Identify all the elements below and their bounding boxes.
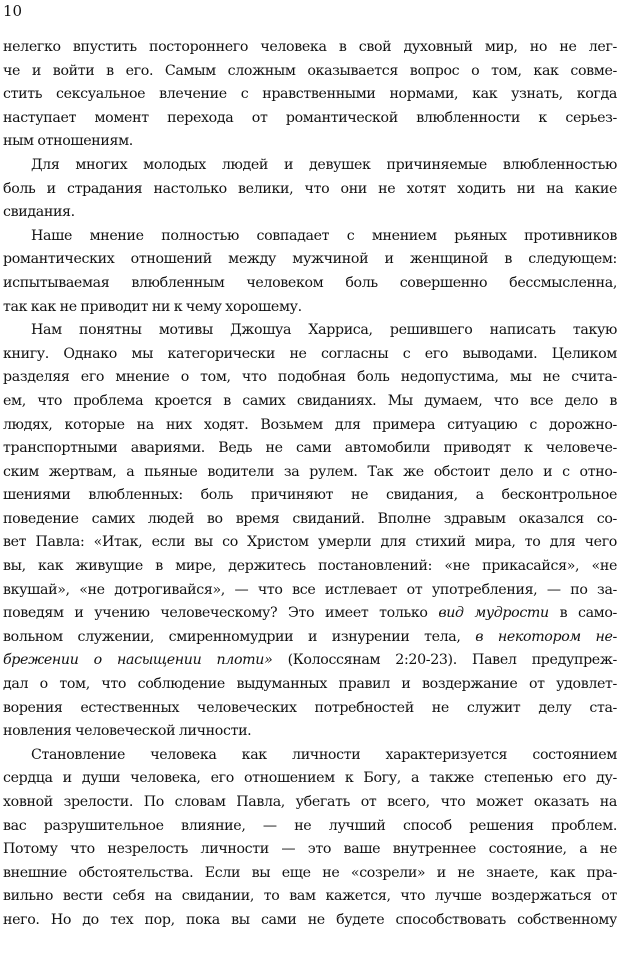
text-line: ворения естественных человеческих потребностей не служит делу ста-: [3, 699, 617, 716]
text-line: Для многих молодых людей и девушек причиняемые влюбленностью: [31, 156, 617, 173]
italic-quote: вид мудрости: [438, 605, 549, 622]
text-line: вы, как живущие в мире, держитесь постановлений: «не прикасайся», «не: [3, 558, 617, 575]
paragraph: [3, 225, 617, 319]
text-line: сердца и души человека, его отношением к Богу, а также степенью его ду-: [3, 770, 617, 787]
text-line: ем, что проблема кроется в самих свиданиях. Мы думаем, что все дело в: [3, 392, 617, 409]
paragraph: [3, 36, 617, 154]
text-line: вет Павла: «Итак, если вы со Христом умерли для стихий мира, то для чего: [3, 534, 617, 551]
text-line: испытываемая влюбленным человеком боль совершенно бессмысленна,: [3, 274, 617, 291]
italic-quote: брежении о насыщении плоти»: [3, 652, 273, 669]
text-line: людях, которые на них ходят. Возьмем для примера ситуацию с дорожно-: [3, 416, 617, 433]
text-line: вкушай», «не дотрогивайся», — что все истлевает от употребления, — по за-: [3, 581, 617, 598]
text-line: стить сексуальное влечение с нравственными нормами, как узнать, когда: [3, 86, 617, 103]
text-line: Потому что незрелость личности — это ваше внутреннее состояние, а не: [3, 841, 617, 858]
text-line: него. Но до тех пор, пока вы сами не будете способствовать собственному: [3, 911, 617, 928]
text-line: внешние обстоятельства. Если вы еще не «созрели» и не знаете, как пра-: [3, 864, 617, 881]
text-line: нелегко впустить постороннего человека в свой духовный мир, но не лег-: [3, 39, 617, 55]
text-line: свидания.: [3, 204, 75, 221]
text-line: транспортными авариями. Ведь не сами автомобили приводят к человече-: [3, 440, 617, 457]
text-line: дал о том, что соблюдение выдуманных правил и воздержание от удовлет-: [3, 676, 617, 693]
text-run: вольном служении, смиренномудрии и изнурении тела,: [3, 628, 476, 645]
text-line: поведение самих людей во время свиданий. Вполне здравым оказался со-: [3, 510, 617, 527]
text-line: ным отношениям.: [3, 133, 133, 150]
text-line: ским жертвам, а пьяные водители за рулем. Так же обстоит дело и с отно-: [3, 463, 617, 480]
page-number: 10: [3, 2, 23, 20]
text-line: разделяя его мнение о том, что подобная боль недопустима, мы не счита-: [3, 369, 617, 386]
text-line: вас разрушительное влияние, — не лучший способ решения проблем.: [3, 817, 617, 834]
text-line: романтических отношений между мужчиной и женщиной в следующем:: [3, 251, 617, 268]
text-line: боль и страдания настолько велики, что они не хотят ходить ни на какие: [3, 180, 617, 197]
text-line: ховной зрелости. По словам Павла, убегать от всего, что может оказать на: [3, 794, 617, 810]
text-line: вильно вести себя на свидании, то вам кажется, что лучше воздержаться от: [3, 888, 617, 905]
text-line: Нам понятны мотивы Джошуа Харриса, решившего написать такую: [31, 322, 617, 339]
paragraph: [3, 154, 617, 225]
text-run: поведям и учению человеческому? Это имеет только: [3, 605, 439, 622]
text-run: в само-: [548, 605, 617, 622]
text-line: Становление человека как личности характеризуется состоянием: [31, 746, 617, 763]
text-line: наступает момент перехода от романтической влюбленности к серьез-: [3, 109, 617, 126]
paragraph: [3, 744, 617, 933]
text-line: [3, 626, 617, 650]
body-text: [3, 36, 617, 933]
text-line: Наше мнение полностью совпадает с мнением рьяных противников: [31, 227, 617, 244]
text-line: новления человеческой личности.: [3, 723, 252, 740]
paragraph: [3, 319, 617, 744]
text-line: че и войти в его. Самым сложным оказывается вопрос о том, как совме-: [3, 62, 617, 79]
text-run: (Колоссянам 2:20-23). Павел предупреж-: [272, 652, 617, 669]
italic-quote: в некотором не-: [475, 628, 617, 645]
text-line: так как не приводит ни к чему хорошему.: [3, 298, 302, 315]
text-line: [3, 602, 617, 626]
text-line: шениями влюбленных: боль причиняют не свидания, а бесконтрольное: [3, 487, 617, 504]
text-line: книгу. Однако мы категорически не согласны с его выводами. Целиком: [3, 345, 617, 362]
text-line: [3, 649, 617, 673]
